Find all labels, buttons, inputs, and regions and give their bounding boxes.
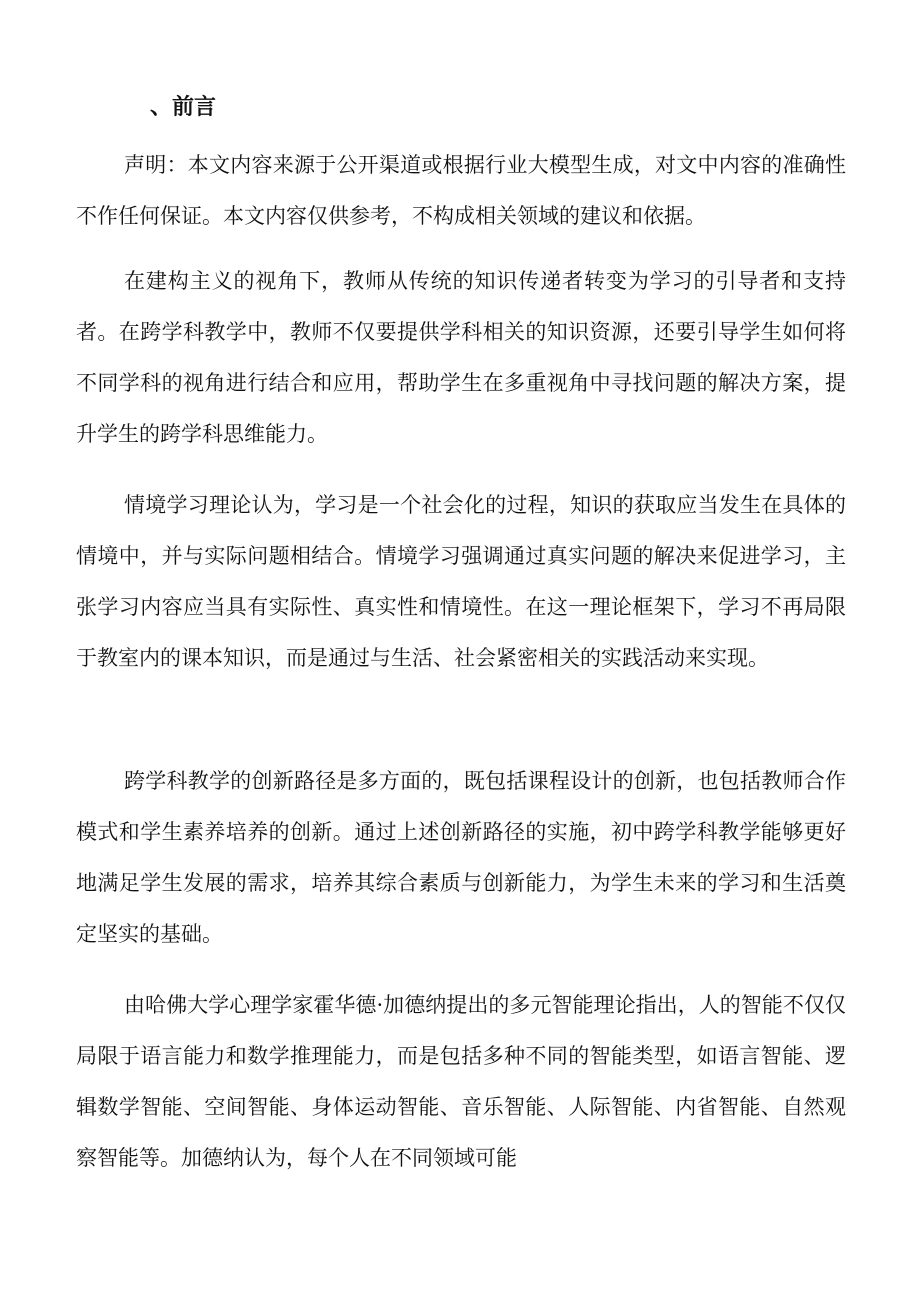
constructivism-paragraph: 在建构主义的视角下，教师从传统的知识传递者转变为学习的引导者和支持者。在跨学科教学中，教师不仅要提供学科相关的知识资源，还要引导学生如何将不同学科的视角进行结合和应用，帮助学生在多重视角中寻找问题的解决方案，提升学生的跨学科思维能力。 — [76, 269, 846, 446]
multiple-intelligences-paragraph: 由哈佛大学心理学家霍华德·加德纳提出的多元智能理论指出，人的智能不仅仅局限于语言能力和数学推理能力，而是包括多种不同的智能类型，如语言智能、逻辑数学智能、空间智能、身体运动智能、音乐智能、人际智能、内省智能、自然观察智能等。加德纳认为，每个人在不同领域可能 — [76, 993, 846, 1170]
situated-learning-paragraph: 情境学习理论认为，学习是一个社会化的过程，知识的获取应当发生在具体的情境中，并与实际问题相结合。情境学习强调通过真实问题的解决来促进学习，主张学习内容应当具有实际性、真实性和情境性。在这一理论框架下，学习不再局限于教室内的课本知识，而是通过与生活、社会紧密相关的实践活动来实现。 — [76, 493, 846, 670]
section-heading: 、前言 — [150, 94, 217, 120]
innovation-path-paragraph: 跨学科教学的创新路径是多方面的，既包括课程设计的创新，也包括教师合作模式和学生素养培养的创新。通过上述创新路径的实施，初中跨学科教学能够更好地满足学生发展的需求，培养其综合素质与创新能力，为学生未来的学习和生活奠定坚实的基础。 — [76, 769, 846, 946]
disclaimer-paragraph: 声明：本文内容来源于公开渠道或根据行业大模型生成，对文中内容的准确性不作任何保证。本文内容仅供参考，不构成相关领域的建议和依据。 — [76, 153, 846, 228]
